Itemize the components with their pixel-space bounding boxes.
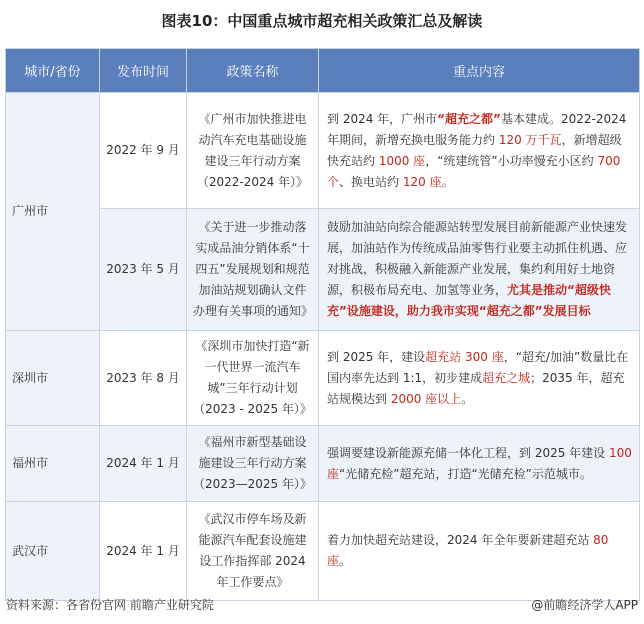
figure-title: 图表10：中国重点城市超充相关政策汇总及解读: [161, 12, 483, 30]
highlighted-text: 超充站 300 座: [425, 349, 504, 364]
content-text: 、换电站约: [339, 174, 403, 189]
table-header-row: [6, 49, 640, 93]
time-cell: 2024 年 1 月: [100, 502, 187, 601]
policy-name-cell: 《关于进一步推动落实成品油分销体系“十四五”发展规划和规范加油站规划确认文件办理有关事项的通知》: [187, 209, 319, 331]
content-text: 基本建成。2022-2024 年期间，新增充换电服务能力约: [327, 111, 627, 147]
time-cell: 2024 年 1 月: [100, 426, 187, 502]
highlighted-text: 1000 座: [378, 153, 426, 168]
table-row: [6, 209, 640, 331]
table-row: [6, 331, 640, 426]
city-cell: 福州市: [6, 426, 100, 502]
content-text: 强调要建设新能源充储一体化工程，到 2025 年建设: [327, 445, 609, 460]
time-cell: 2023 年 8 月: [100, 331, 187, 426]
header-city: 城市/省份: [6, 49, 100, 93]
key-content-cell: [319, 209, 640, 331]
city-cell: 广州市: [6, 93, 100, 331]
content-text: 到 2024 年，广州市: [327, 111, 438, 126]
city-cell: 深圳市: [6, 331, 100, 426]
highlighted-text: 超充之城: [482, 370, 531, 385]
source-note: 资料来源：各省份官网 前瞻产业研究院: [6, 598, 214, 612]
content-text: 鼓励加油站向综合能源站转型发展目前新能源产业快速发展，加油站作为传统成品油零售行业要主动抓住机遇、应对挑战，积极融入新能源产业发展，集约利用好土地资源，积极布局充电、加氢等业务，: [327, 220, 628, 297]
highlighted-text: “超充之都”: [437, 111, 501, 126]
policy-name-cell: 《广州市加快推进电动汽车充电基础设施建设三年行动方案（2022-2024 年）》: [187, 93, 319, 209]
header-key-content: 重点内容: [319, 49, 640, 93]
content-text: ；2035 年，超充站规模达到: [327, 370, 625, 406]
content-text: 。: [339, 554, 352, 568]
highlighted-text: 尤其是推动“超级快充”设施建设，助力我市实现“超充之都”发展目标: [327, 283, 611, 318]
highlighted-text: 100 座: [327, 445, 632, 481]
brand-credit: @前瞻经济学人APP: [531, 598, 638, 612]
city-cell: 武汉市: [6, 502, 100, 601]
policy-name-cell: 《福州市新型基础设施建设三年行动方案（2023—2025 年）》: [187, 426, 319, 502]
key-content-cell: [319, 502, 640, 601]
header-time: 发布时间: [100, 49, 187, 93]
content-text: 到 2025 年，建设: [327, 349, 426, 364]
highlighted-text: 120 座: [402, 174, 442, 189]
table-row: [6, 426, 640, 502]
time-cell: 2023 年 5 月: [100, 209, 187, 331]
content-text: ，“超充/加油”数量比在国内率先达到 1:1，初步建成: [327, 349, 629, 385]
highlighted-text: 2000 座以上: [390, 391, 462, 406]
content-text: “光储充检”超充站，打造“光储充检”示范城市。: [339, 466, 592, 481]
content-text: ，“统建统管”小功率慢充小区约: [425, 153, 598, 168]
content-text: 。: [441, 174, 454, 189]
key-content-cell: [319, 331, 640, 426]
table-row: [6, 93, 640, 209]
header-policy-name: 政策名称: [187, 49, 319, 93]
content-text: ，新增超级快充站约: [327, 132, 622, 168]
key-content-cell: [319, 93, 640, 209]
policy-name-cell: 《深圳市加快打造“新一代世界一流汽车城”三年行动计划（2023 - 2025 年）》: [187, 331, 319, 426]
table-row: [6, 502, 640, 601]
content-text: 着力加快超充站建设，2024 年全年要新建超充站: [327, 533, 594, 547]
content-text: 。: [461, 391, 474, 406]
time-cell: 2022 年 9 月: [100, 93, 187, 209]
highlighted-text: 120 万千瓦: [498, 132, 562, 147]
key-content-cell: [319, 426, 640, 502]
highlighted-text: 80 座: [327, 533, 609, 568]
policy-table: [5, 48, 640, 601]
policy-name-cell: 《武汉市停车场及新能源汽车配套设施建设工作指挥部 2024 年工作要点》: [187, 502, 319, 601]
highlighted-text: 700 个: [327, 153, 621, 189]
